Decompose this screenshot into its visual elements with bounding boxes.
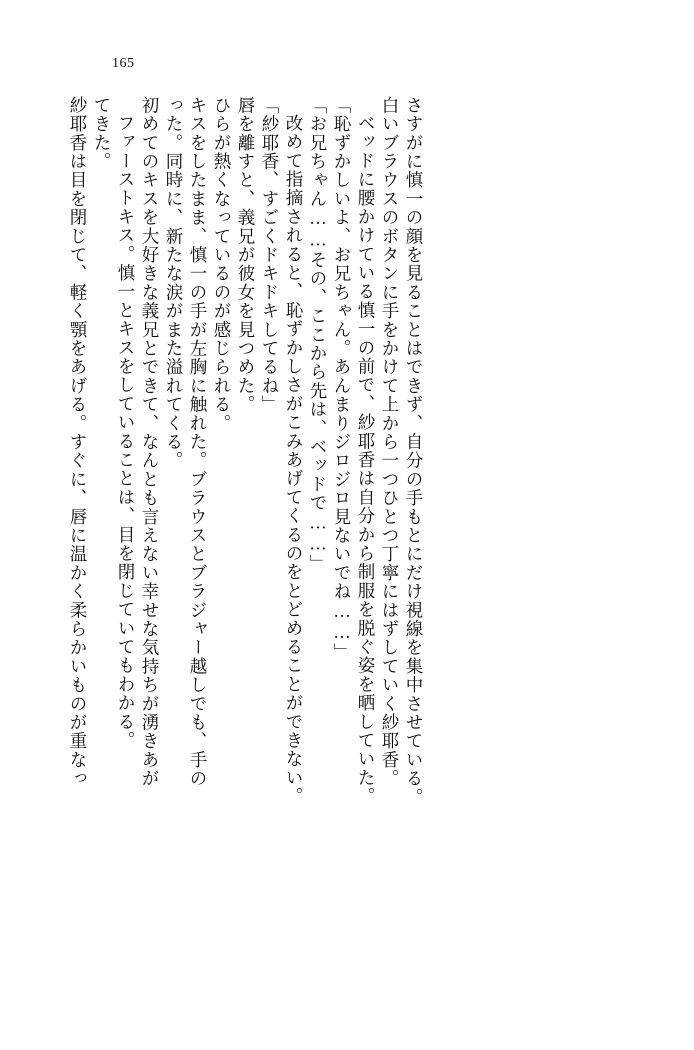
vertical-text-block <box>62 96 622 926</box>
text-line: てきた。 <box>92 96 112 171</box>
text-line: 「恥ずかしいよ、お兄ちゃん。あんまりジロジロ見ないでね……」 <box>332 96 352 662</box>
text-line: キスをしたまま、慎一の手が左胸に触れた。ブラウスとブラジャー越しでも、手の <box>188 96 208 788</box>
text-line: 紗耶香は目を閉じて、軽く顎をあげる。すぐに、唇に温かく柔らかいものが重なっ <box>68 96 88 788</box>
text-line: 「お兄ちゃん……その、ここから先は、ベッドで……」 <box>308 96 328 574</box>
text-line: 初めてのキスを大好きな義兄とできて、なんとも言えない幸せな気持ちが湧きあが <box>140 96 160 788</box>
text-line: 唇を離すと、義兄が彼女を見つめた。 <box>236 96 256 414</box>
text-line: ベッドに腰かけている慎一の前で、紗耶香は自分から制服を脱ぐ姿を晒していた。 <box>356 114 376 806</box>
text-line: った。同時に、新たな涙がまた溢れてくる。 <box>164 96 184 470</box>
page-number: 165 <box>112 56 135 71</box>
text-line: ひらが熱くなっているのが感じられる。 <box>212 96 232 433</box>
text-line: 白いブラウスのボタンに手をかけて上から一つひとつ丁寧にはずしていく紗耶香。 <box>380 96 400 788</box>
text-line: さすがに慎一の顔を見ることはできず、自分の手もとにだけ視線を集中させている。 <box>404 96 424 807</box>
text-line: 改めて指摘されると、恥ずかしさがこみあげてくるのをとどめることができない。 <box>284 114 304 806</box>
text-line: 「紗耶香、すごくドキドキしてるね」 <box>260 96 280 414</box>
text-line: ファーストキス。慎一とキスをしていることは、目を閉じていてもわかる。 <box>116 114 136 750</box>
